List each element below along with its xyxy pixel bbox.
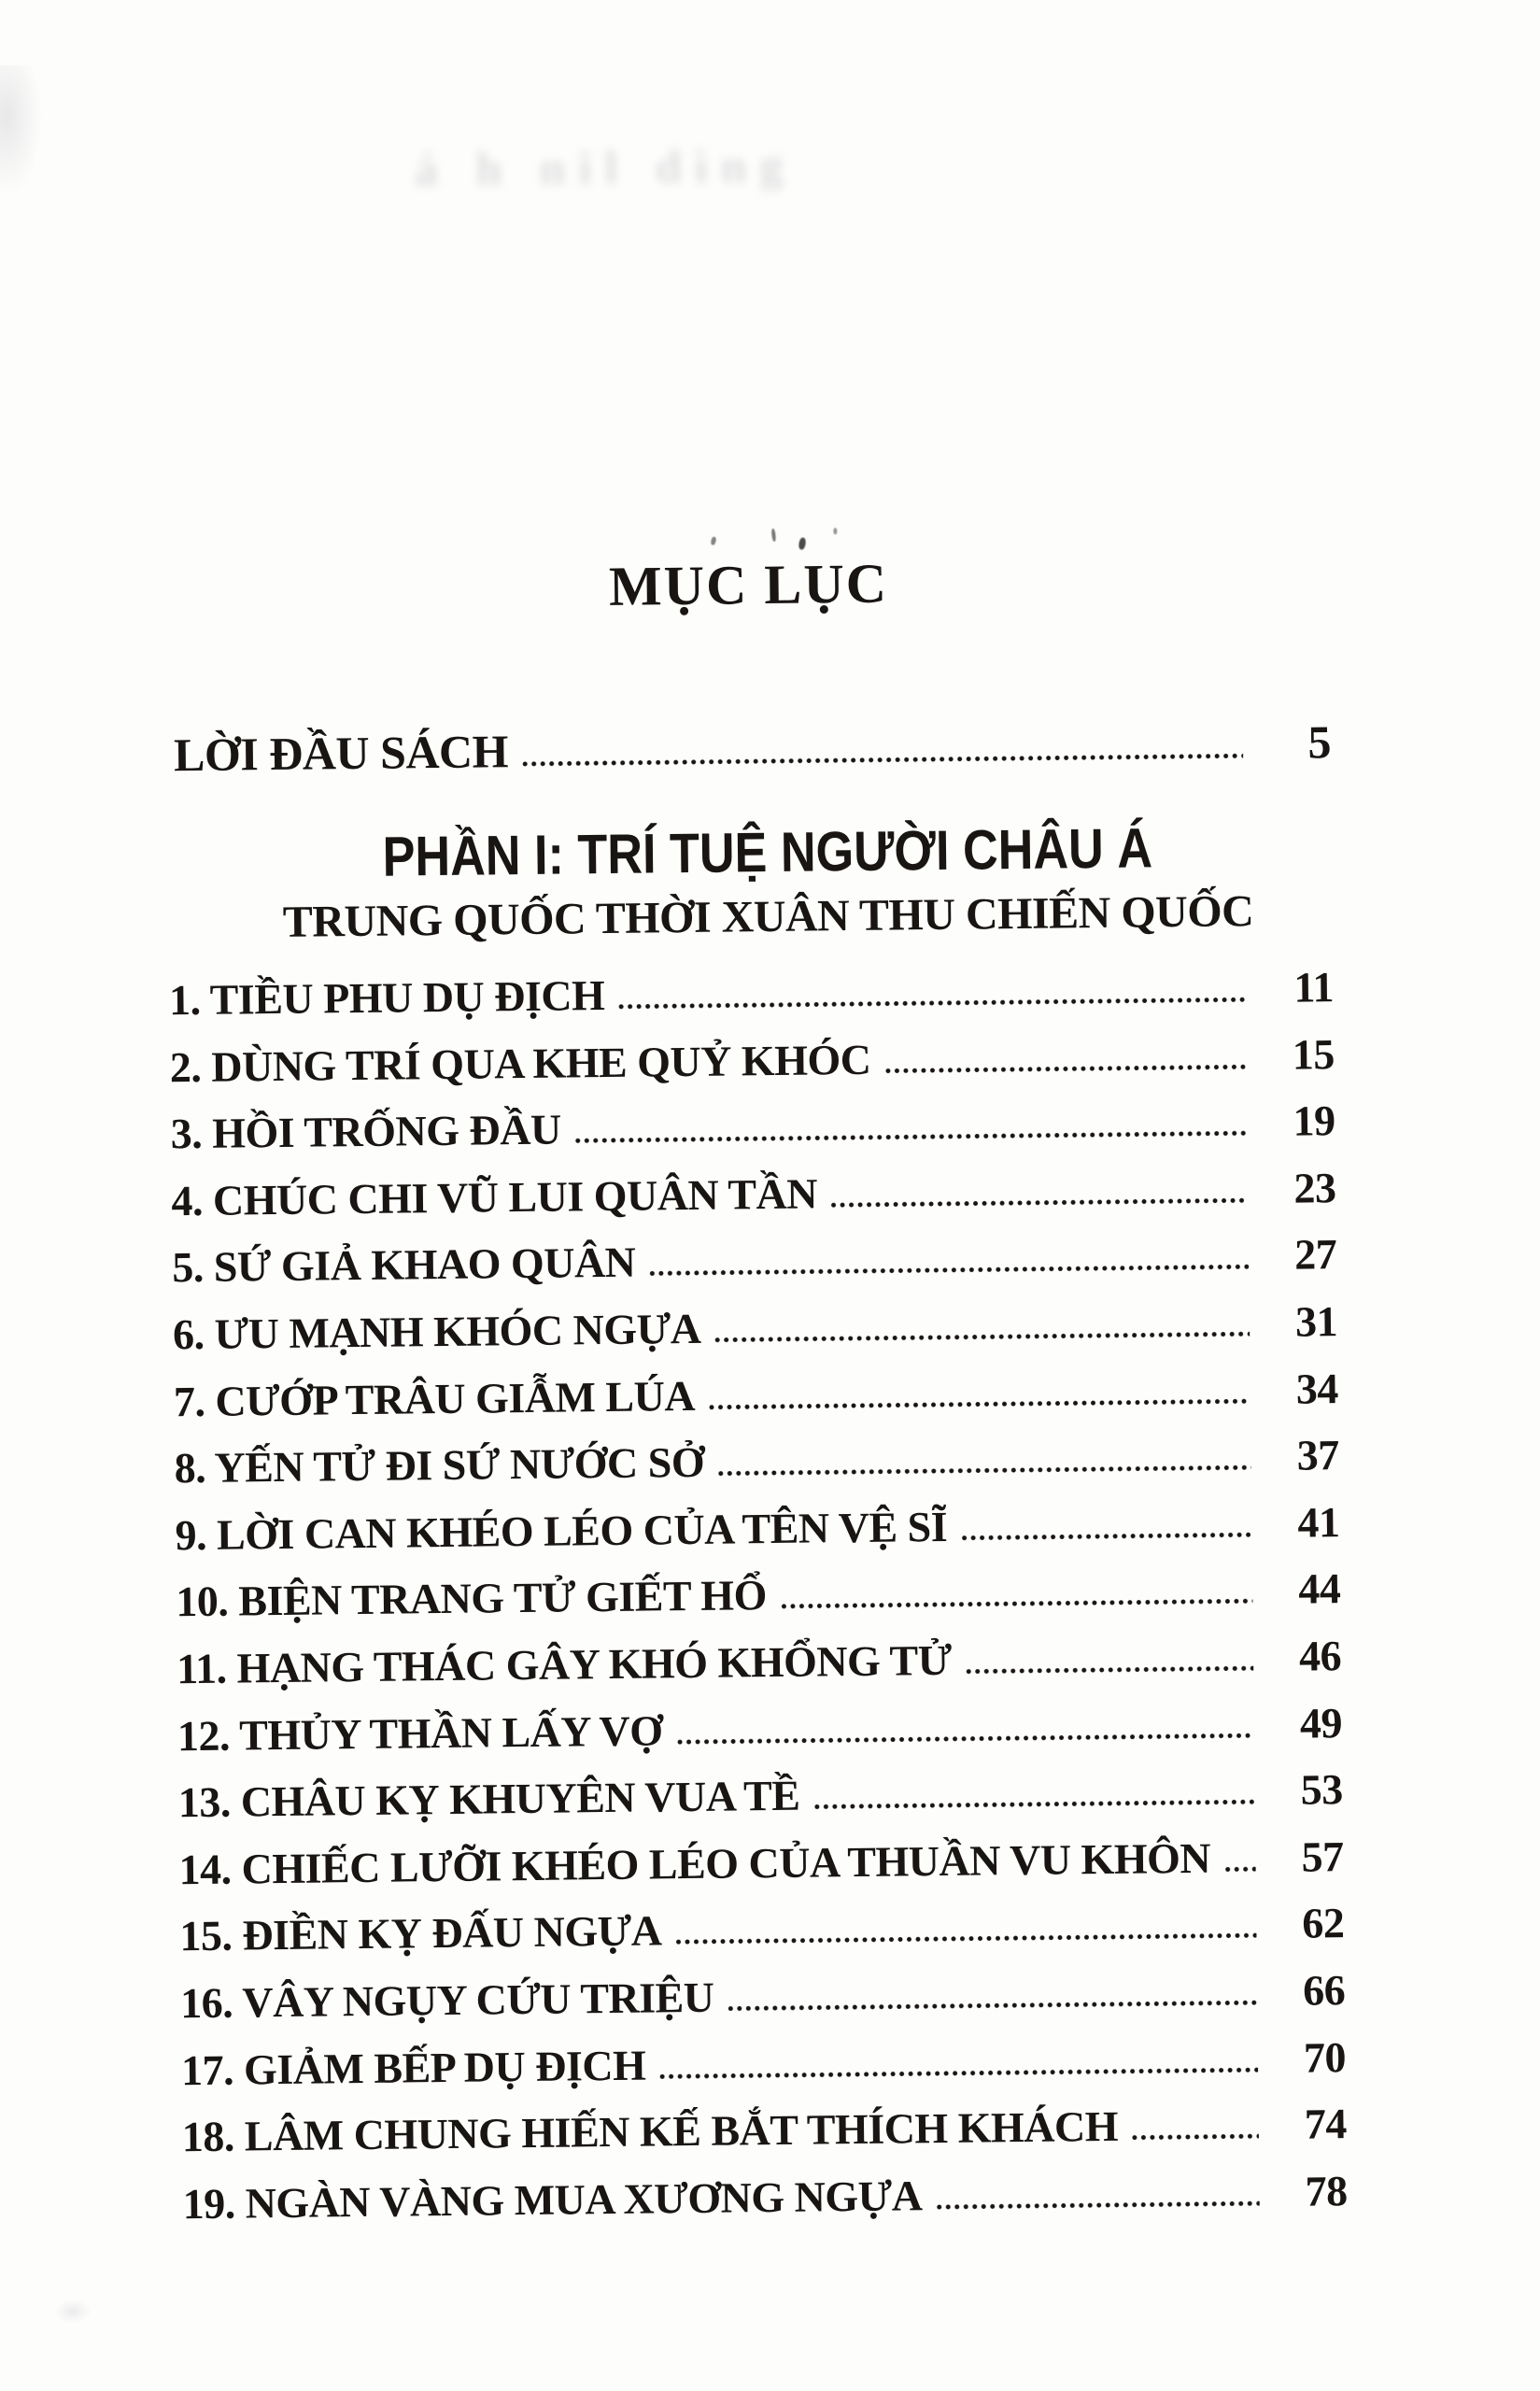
entry-page-number: 23: [1293, 1163, 1336, 1212]
entry-page-number: 37: [1296, 1431, 1339, 1479]
entry-label: 5. SỨ GIẢ KHAO QUÂN: [171, 1238, 636, 1292]
front-matter-entry: [174, 714, 1332, 782]
entry-page-number: 53: [1300, 1765, 1343, 1814]
entry-page-number: 27: [1293, 1230, 1337, 1280]
entry-page-number: 78: [1305, 2166, 1348, 2215]
entry-page-number: 66: [1302, 1965, 1346, 2015]
entry-label: 19. NGÀN VÀNG MUA XƯƠNG NGỰA: [182, 2171, 923, 2228]
entry-label: 10. BIỆN TRANG TỬ GIẾT HỔ: [176, 1571, 768, 1626]
section-subheading: TRUNG QUỐC THỜI XUÂN THU CHIẾN QUỐC: [282, 886, 1254, 947]
page-title: MỤC LỤC: [608, 552, 889, 617]
dot-leader: [648, 1265, 1249, 1277]
dot-leader: [1131, 2133, 1259, 2141]
entry-label: 15. ĐIỀN KỴ ĐẤU NGỰA: [179, 1906, 662, 1960]
entry-label: 7. CƯỚP TRÂU GIẪM LÚA: [173, 1371, 696, 1425]
entry-label: 11. HẠNG THÁC GÂY KHÓ KHỔNG TỬ: [176, 1635, 953, 1693]
dot-leader: [936, 2200, 1260, 2210]
dot-leader: [830, 1197, 1249, 1208]
entry-page-number: 57: [1301, 1832, 1344, 1881]
entry-page-number: 46: [1298, 1632, 1342, 1680]
entry-page-number: 34: [1295, 1364, 1339, 1413]
entry-page-number: 74: [1304, 2100, 1348, 2148]
ink-speck: [798, 537, 807, 550]
dot-leader: [960, 1532, 1251, 1541]
entry-page-number: 31: [1294, 1297, 1338, 1346]
entry-page-number: 19: [1293, 1096, 1335, 1145]
entry-label: 16. VÂY NGỤY CỨU TRIỆU: [179, 1973, 714, 2028]
dot-leader: [717, 1464, 1251, 1476]
dot-leader: [714, 1331, 1250, 1343]
entry-page-number: 62: [1302, 1899, 1345, 1947]
entry-label: 2. DÙNG TRÍ QUA KHE QUỶ KHÓC: [169, 1035, 871, 1091]
dot-leader: [708, 1398, 1250, 1410]
entry-label: 9. LỜI CAN KHÉO LÉO CỦA TÊN VỆ SĨ: [175, 1502, 948, 1560]
entry-page-number: 15: [1292, 1029, 1335, 1079]
entry-label: 1. TIỀU PHU DỤ ĐỊCH: [168, 971, 605, 1025]
ink-speck: [833, 528, 837, 534]
ink-speck: [771, 529, 777, 542]
entry-label: 6. ƯU MẠNH KHÓC NGỰA: [172, 1304, 701, 1359]
entry-label: 3. HỒI TRỐNG ĐẦU: [170, 1105, 561, 1158]
entry-page-number: 49: [1299, 1698, 1343, 1747]
entry-label: 18. LÂM CHUNG HIẾN KẾ BẮT THÍCH KHÁCH: [181, 2101, 1119, 2161]
entry-label: 4. CHÚC CHI VŨ LUI QUÂN TẦN: [171, 1169, 818, 1225]
entry-label: 14. CHIẾC LƯỠI KHÉO LÉO CỦA THUẦN VU KHÔN: [178, 1833, 1211, 1893]
entry-label: LỜI ĐẦU SÁCH: [173, 725, 509, 782]
showthrough-ghost-text: á h nil dìng: [414, 138, 797, 196]
dot-leader: [674, 1932, 1256, 1945]
dot-leader: [813, 1799, 1255, 1809]
dot-leader: [728, 2000, 1258, 2011]
entry-page-number: 70: [1303, 2032, 1347, 2082]
toc-entry: [182, 2166, 1348, 2246]
entry-label: 13. CHÂU KỴ KHUYÊN VUA TỀ: [177, 1771, 800, 1827]
dot-leader: [1223, 1866, 1256, 1872]
dot-leader: [780, 1599, 1253, 1610]
entry-page-number: 11: [1293, 963, 1335, 1012]
entry-page-number: 44: [1297, 1564, 1341, 1613]
dot-leader: [676, 1733, 1254, 1745]
dot-leader: [965, 1665, 1253, 1675]
section-heading: PHẦN I: TRÍ TUỆ NGƯỜI CHÂU Á: [382, 816, 1153, 888]
entry-label: 12. THỦY THẦN LẤY VỢ: [177, 1705, 663, 1760]
dot-leader: [574, 1130, 1248, 1143]
entry-page-number: 5: [1307, 715, 1332, 769]
dot-leader: [617, 997, 1246, 1010]
ink-speck: [711, 536, 717, 545]
entry-page-number: 41: [1297, 1497, 1340, 1547]
dot-leader: [658, 2067, 1258, 2079]
dot-leader: [521, 753, 1243, 767]
entry-label: 8. YẾN TỬ ĐI SỨ NƯỚC SỞ: [174, 1437, 705, 1493]
entry-label: 17. GIẢM BẾP DỤ ĐỊCH: [180, 2041, 646, 2094]
dot-leader: [884, 1064, 1247, 1073]
toc-list: [169, 962, 1348, 2245]
